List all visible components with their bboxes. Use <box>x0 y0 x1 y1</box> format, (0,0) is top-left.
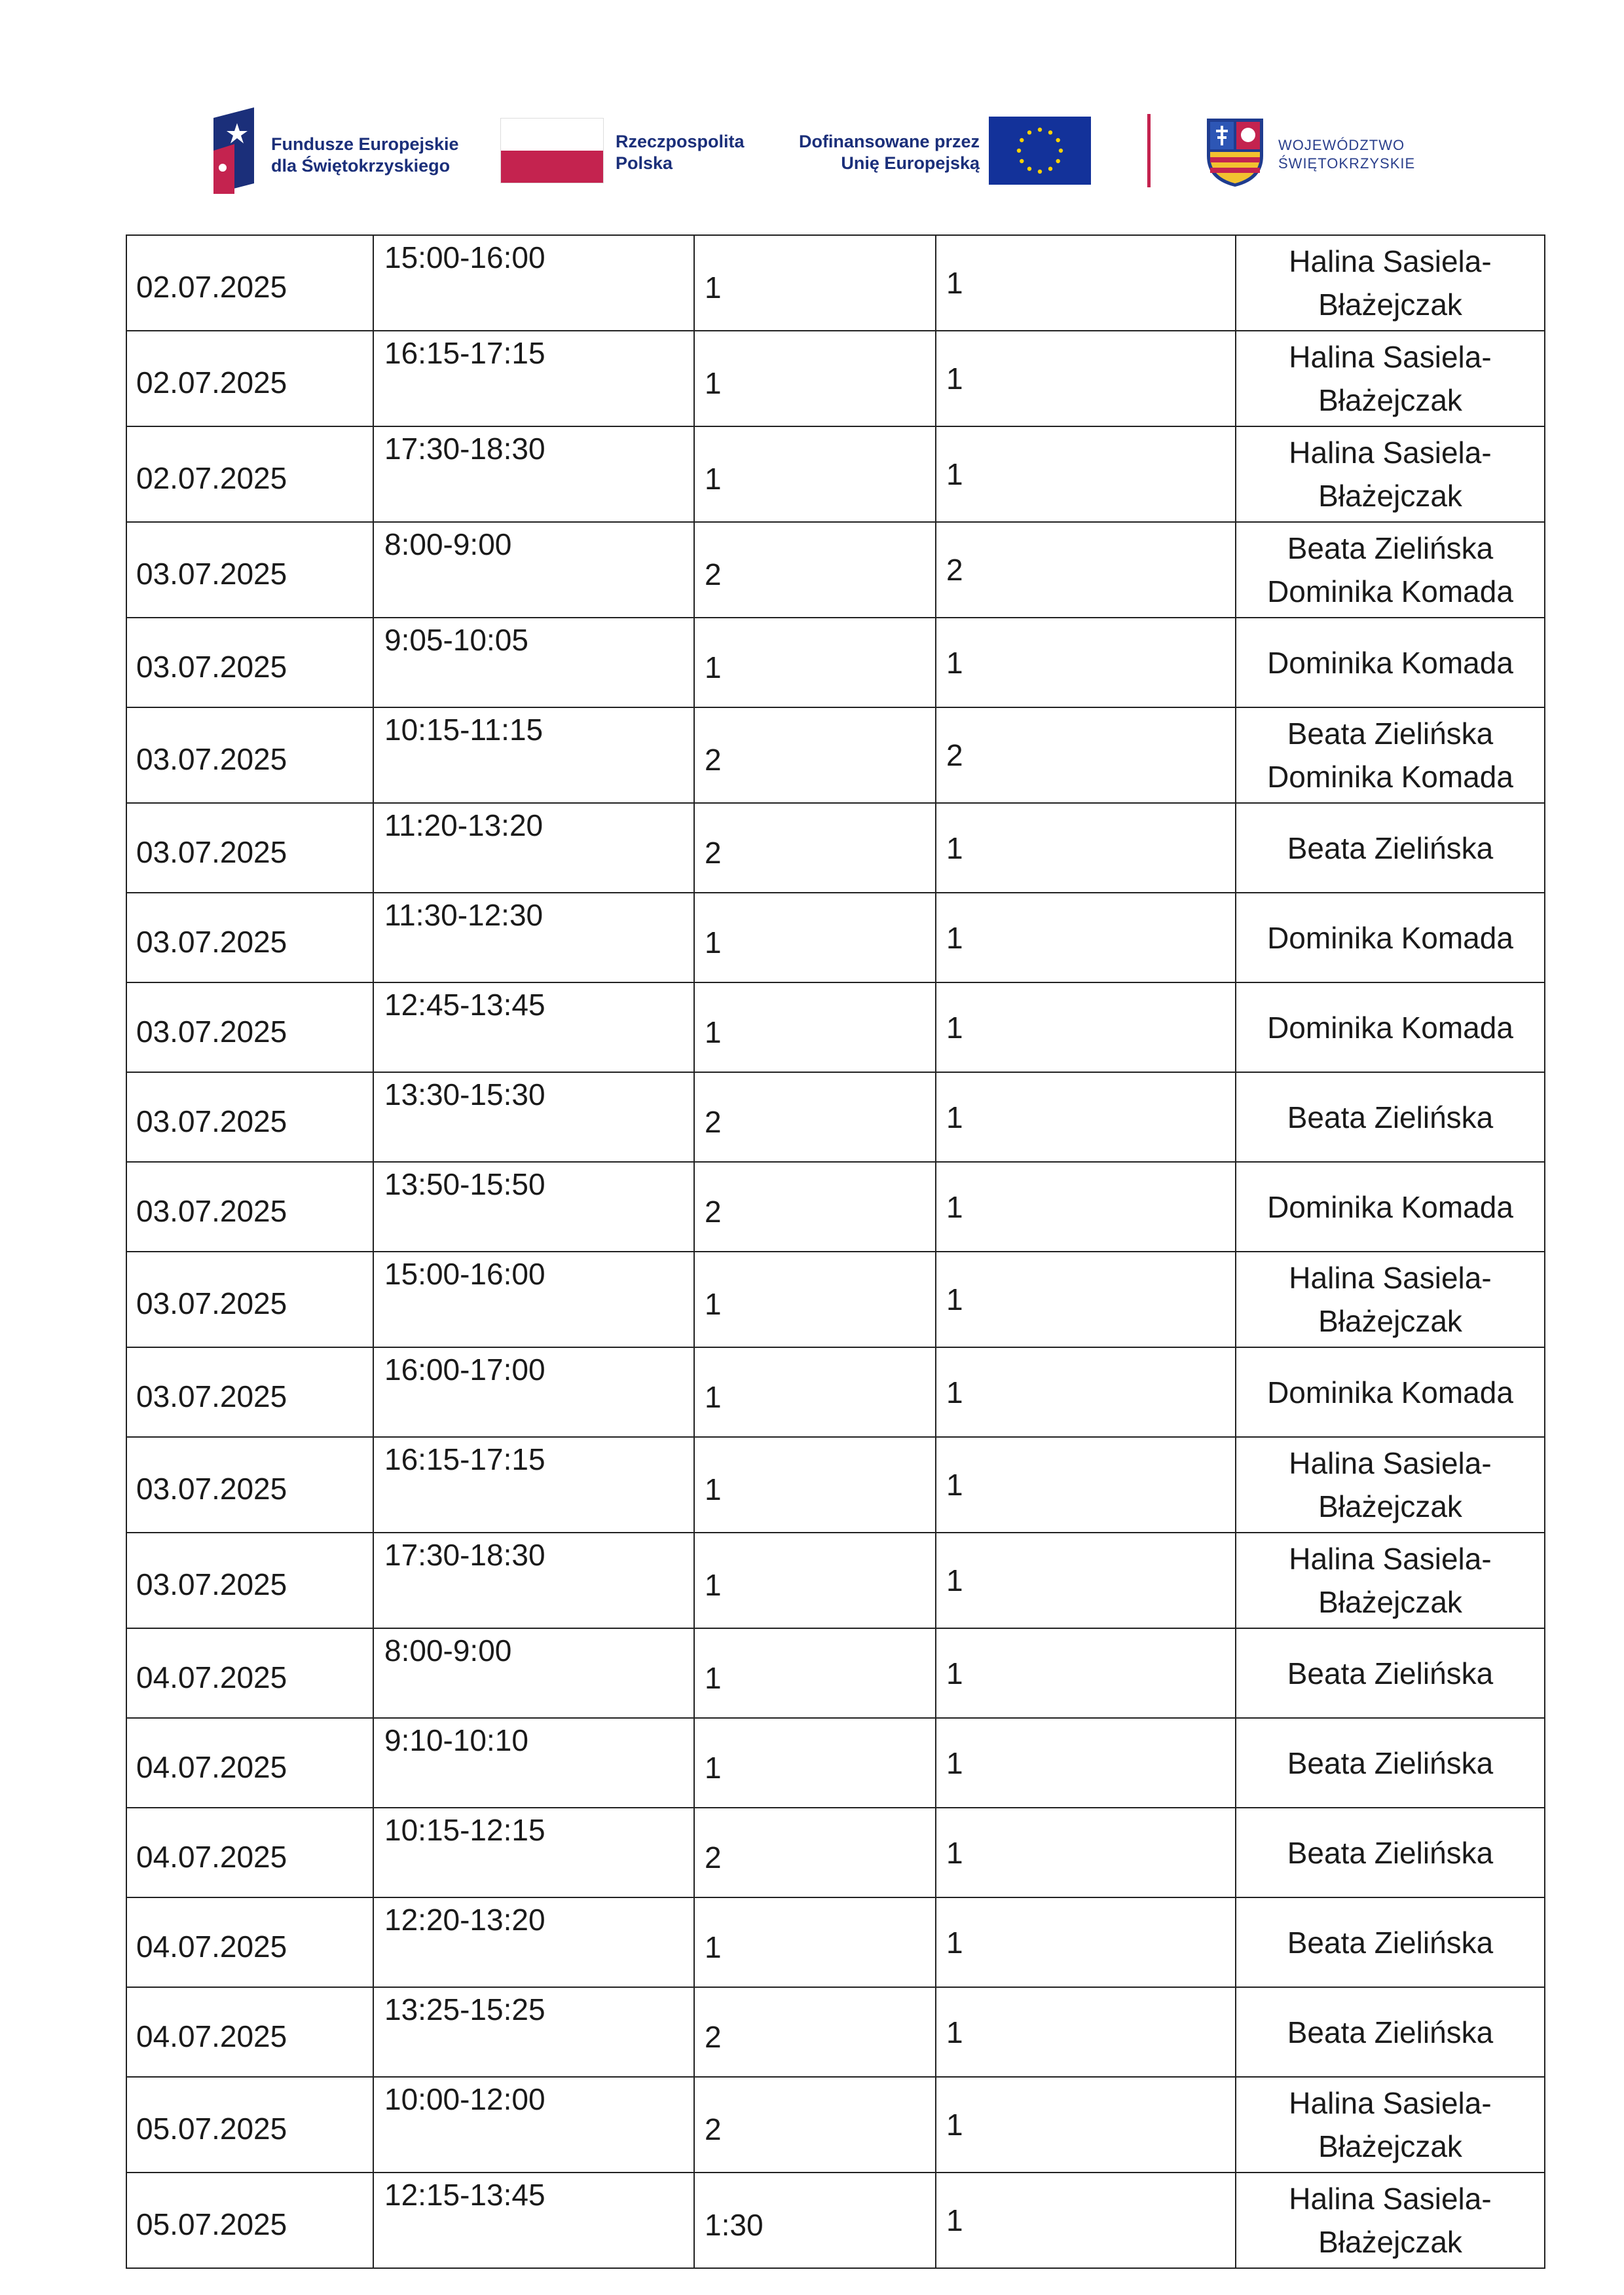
eu-star-icon <box>1017 149 1021 153</box>
fe-line-2: dla Świętokrzyskiego <box>271 156 451 176</box>
staff-name-line-1: Beata Zielińska <box>1287 1100 1494 1134</box>
staff-cell <box>1236 1347 1545 1437</box>
schedule-table-body <box>126 235 1545 2268</box>
groups-cell: 2 <box>936 707 1236 803</box>
staff-cell <box>1236 1718 1545 1808</box>
hours-cell: 2 <box>694 1987 936 2077</box>
staff-cell <box>1236 1987 1545 2077</box>
groups-cell: 1 <box>936 1072 1236 1162</box>
date-cell: 04.07.2025 <box>126 1718 373 1808</box>
table-row <box>126 426 1545 522</box>
sw-line-1: WOJEWÓDZTWO <box>1278 137 1405 153</box>
eu-star-icon <box>1027 167 1031 171</box>
staff-cell <box>1236 618 1545 707</box>
rzeczpospolita-polska-logo <box>500 118 775 190</box>
table-row <box>126 618 1545 707</box>
hours-cell: 2 <box>694 707 936 803</box>
eu-cofunded-logo <box>783 117 1091 189</box>
rp-logo-text <box>616 131 745 174</box>
staff-name-line-2: Błażejczak <box>1318 288 1462 322</box>
table-row <box>126 1437 1545 1533</box>
eu-star-icon <box>1027 130 1031 134</box>
date-cell: 03.07.2025 <box>126 982 373 1072</box>
table-row <box>126 522 1545 618</box>
staff-name-line-1: Dominika Komada <box>1267 1189 1513 1224</box>
staff-cell <box>1236 522 1545 618</box>
schedule-table <box>126 234 1545 2269</box>
time-cell: 12:45-13:45 <box>373 982 694 1072</box>
eu-line-1: Dofinansowane przez <box>798 132 980 151</box>
time-cell: 15:00-16:00 <box>373 235 694 331</box>
date-cell: 05.07.2025 <box>126 2173 373 2268</box>
staff-cell <box>1236 982 1545 1072</box>
groups-cell: 1 <box>936 1987 1236 2077</box>
eu-flag-icon <box>989 117 1091 185</box>
time-cell: 11:20-13:20 <box>373 803 694 893</box>
groups-cell: 1 <box>936 331 1236 426</box>
hours-cell: 2 <box>694 1162 936 1252</box>
fe-logo-text <box>271 134 459 177</box>
time-cell: 17:30-18:30 <box>373 1533 694 1628</box>
staff-cell <box>1236 1252 1545 1347</box>
table-row <box>126 893 1545 982</box>
polish-flag-icon <box>500 118 604 183</box>
hours-cell: 1 <box>694 893 936 982</box>
date-cell: 03.07.2025 <box>126 1437 373 1533</box>
groups-cell: 1 <box>936 893 1236 982</box>
table-row <box>126 235 1545 331</box>
staff-name-line-2: Błażejczak <box>1318 383 1462 417</box>
hours-cell: 2 <box>694 803 936 893</box>
fundusze-europejskie-logo <box>208 105 470 196</box>
hours-cell: 1 <box>694 1718 936 1808</box>
groups-cell: 1 <box>936 1162 1236 1252</box>
time-cell: 11:30-12:30 <box>373 893 694 982</box>
groups-cell: 1 <box>936 235 1236 331</box>
date-cell: 04.07.2025 <box>126 1628 373 1718</box>
time-cell: 8:00-9:00 <box>373 522 694 618</box>
eu-star-icon <box>1056 138 1060 142</box>
rp-line-1: Rzeczpospolita <box>616 132 745 151</box>
staff-cell <box>1236 2173 1545 2268</box>
staff-cell <box>1236 1162 1545 1252</box>
staff-name-line-1: Dominika Komada <box>1267 1010 1513 1045</box>
time-cell: 16:00-17:00 <box>373 1347 694 1437</box>
groups-cell: 1 <box>936 426 1236 522</box>
date-cell: 02.07.2025 <box>126 426 373 522</box>
table-row <box>126 2173 1545 2268</box>
staff-name-line-2: Błażejczak <box>1318 1304 1462 1338</box>
staff-name-line-1: Halina Sasiela- <box>1289 1446 1492 1480</box>
staff-cell <box>1236 235 1545 331</box>
staff-name-line-2: Dominika Komada <box>1267 760 1513 794</box>
groups-cell: 1 <box>936 618 1236 707</box>
table-row <box>126 1808 1545 1897</box>
wojewodztwo-swietokrzyskie-logo <box>1205 117 1441 190</box>
eu-star-icon <box>1038 128 1042 132</box>
time-cell: 15:00-16:00 <box>373 1252 694 1347</box>
hours-cell: 2 <box>694 1808 936 1897</box>
eu-star-icon <box>1038 170 1042 174</box>
date-cell: 03.07.2025 <box>126 1162 373 1252</box>
date-cell: 04.07.2025 <box>126 1897 373 1987</box>
hours-cell: 1 <box>694 982 936 1072</box>
table-row <box>126 1987 1545 2077</box>
date-cell: 02.07.2025 <box>126 331 373 426</box>
hours-cell: 1 <box>694 1437 936 1533</box>
staff-cell <box>1236 1808 1545 1897</box>
time-cell: 16:15-17:15 <box>373 331 694 426</box>
hours-cell: 1 <box>694 426 936 522</box>
rp-line-2: Polska <box>616 153 673 173</box>
staff-name-line-2: Błażejczak <box>1318 2225 1462 2259</box>
staff-cell <box>1236 1628 1545 1718</box>
date-cell: 03.07.2025 <box>126 1533 373 1628</box>
staff-cell <box>1236 1533 1545 1628</box>
staff-cell <box>1236 893 1545 982</box>
staff-name-line-2: Błażejczak <box>1318 1585 1462 1619</box>
time-cell: 17:30-18:30 <box>373 426 694 522</box>
table-row <box>126 1897 1545 1987</box>
staff-name-line-1: Beata Zielińska <box>1287 1925 1494 1960</box>
hours-cell: 1:30 <box>694 2173 936 2268</box>
time-cell: 12:20-13:20 <box>373 1897 694 1987</box>
groups-cell: 1 <box>936 1533 1236 1628</box>
date-cell: 03.07.2025 <box>126 1252 373 1347</box>
groups-cell: 1 <box>936 1808 1236 1897</box>
table-row <box>126 2077 1545 2173</box>
staff-name-line-1: Halina Sasiela- <box>1289 244 1492 278</box>
table-row <box>126 1162 1545 1252</box>
hours-cell: 2 <box>694 1072 936 1162</box>
hours-cell: 1 <box>694 235 936 331</box>
hours-cell: 1 <box>694 1347 936 1437</box>
groups-cell: 1 <box>936 803 1236 893</box>
staff-name-line-1: Halina Sasiela- <box>1289 2086 1492 2120</box>
fe-line-1: Fundusze Europejskie <box>271 134 459 154</box>
table-row <box>126 1072 1545 1162</box>
staff-name-line-1: Halina Sasiela- <box>1289 436 1492 470</box>
date-cell: 04.07.2025 <box>126 1987 373 2077</box>
groups-cell: 1 <box>936 1437 1236 1533</box>
table-row <box>126 1718 1545 1808</box>
time-cell: 12:15-13:45 <box>373 2173 694 2268</box>
table-row <box>126 1628 1545 1718</box>
staff-name-line-1: Beata Zielińska <box>1287 717 1494 751</box>
groups-cell: 1 <box>936 1897 1236 1987</box>
hours-cell: 2 <box>694 522 936 618</box>
date-cell: 03.07.2025 <box>126 1072 373 1162</box>
fe-star-mark-icon <box>208 105 261 196</box>
date-cell: 05.07.2025 <box>126 2077 373 2173</box>
staff-name-line-1: Beata Zielińska <box>1287 2015 1494 2049</box>
hours-cell: 1 <box>694 1252 936 1347</box>
groups-cell: 1 <box>936 2077 1236 2173</box>
date-cell: 02.07.2025 <box>126 235 373 331</box>
eu-line-2: Unię Europejską <box>841 153 980 173</box>
staff-cell <box>1236 2077 1545 2173</box>
date-cell: 03.07.2025 <box>126 803 373 893</box>
staff-name-line-2: Błażejczak <box>1318 2129 1462 2163</box>
eu-star-icon <box>1056 159 1060 163</box>
staff-name-line-1: Dominika Komada <box>1267 645 1513 680</box>
staff-name-line-1: Beata Zielińska <box>1287 830 1494 865</box>
staff-name-line-2: Błażejczak <box>1318 1489 1462 1523</box>
staff-name-line-1: Dominika Komada <box>1267 920 1513 955</box>
logo-divider <box>1147 114 1151 187</box>
time-cell: 9:05-10:05 <box>373 618 694 707</box>
time-cell: 13:25-15:25 <box>373 1987 694 2077</box>
date-cell: 03.07.2025 <box>126 618 373 707</box>
date-cell: 03.07.2025 <box>126 522 373 618</box>
eu-star-icon <box>1020 159 1024 163</box>
table-row <box>126 803 1545 893</box>
groups-cell: 1 <box>936 1628 1236 1718</box>
staff-name-line-1: Dominika Komada <box>1267 1375 1513 1409</box>
time-cell: 9:10-10:10 <box>373 1718 694 1808</box>
hours-cell: 2 <box>694 2077 936 2173</box>
groups-cell: 1 <box>936 1718 1236 1808</box>
time-cell: 13:50-15:50 <box>373 1162 694 1252</box>
table-row <box>126 1252 1545 1347</box>
date-cell: 03.07.2025 <box>126 707 373 803</box>
staff-name-line-1: Beata Zielińska <box>1287 531 1494 565</box>
staff-cell <box>1236 1437 1545 1533</box>
staff-name-line-1: Beata Zielińska <box>1287 1835 1494 1870</box>
logo-bar <box>0 98 1624 203</box>
eu-star-icon <box>1048 167 1052 171</box>
staff-name-line-1: Beata Zielińska <box>1287 1745 1494 1780</box>
date-cell: 03.07.2025 <box>126 1347 373 1437</box>
staff-name-line-1: Halina Sasiela- <box>1289 2182 1492 2216</box>
staff-cell <box>1236 707 1545 803</box>
staff-name-line-1: Halina Sasiela- <box>1289 340 1492 374</box>
groups-cell: 1 <box>936 982 1236 1072</box>
table-row <box>126 1347 1545 1437</box>
time-cell: 16:15-17:15 <box>373 1437 694 1533</box>
staff-cell <box>1236 1897 1545 1987</box>
hours-cell: 1 <box>694 1533 936 1628</box>
table-row <box>126 982 1545 1072</box>
time-cell: 10:00-12:00 <box>373 2077 694 2173</box>
groups-cell: 1 <box>936 1347 1236 1437</box>
groups-cell: 1 <box>936 1252 1236 1347</box>
staff-cell <box>1236 803 1545 893</box>
groups-cell: 1 <box>936 2173 1236 2268</box>
hours-cell: 1 <box>694 618 936 707</box>
sw-line-2: ŚWIĘTOKRZYSKIE <box>1278 155 1416 172</box>
staff-cell <box>1236 1072 1545 1162</box>
table-row <box>126 1533 1545 1628</box>
date-cell: 04.07.2025 <box>126 1808 373 1897</box>
coat-of-arms-icon <box>1205 117 1265 189</box>
table-row <box>126 331 1545 426</box>
hours-cell: 1 <box>694 1897 936 1987</box>
eu-logo-text <box>799 131 980 174</box>
staff-name-line-2: Błażejczak <box>1318 479 1462 513</box>
staff-name-line-1: Halina Sasiela- <box>1289 1261 1492 1295</box>
eu-star-icon <box>1048 130 1052 134</box>
sw-logo-text <box>1278 136 1415 173</box>
time-cell: 13:30-15:30 <box>373 1072 694 1162</box>
staff-name-line-1: Beata Zielińska <box>1287 1656 1494 1690</box>
table-row <box>126 707 1545 803</box>
staff-name-line-1: Halina Sasiela- <box>1289 1542 1492 1576</box>
time-cell: 8:00-9:00 <box>373 1628 694 1718</box>
hours-cell: 1 <box>694 331 936 426</box>
time-cell: 10:15-12:15 <box>373 1808 694 1897</box>
staff-cell <box>1236 331 1545 426</box>
groups-cell: 2 <box>936 522 1236 618</box>
date-cell: 03.07.2025 <box>126 893 373 982</box>
staff-name-line-2: Dominika Komada <box>1267 574 1513 608</box>
eu-star-icon <box>1059 149 1063 153</box>
time-cell: 10:15-11:15 <box>373 707 694 803</box>
eu-star-icon <box>1020 138 1024 142</box>
hours-cell: 1 <box>694 1628 936 1718</box>
staff-cell <box>1236 426 1545 522</box>
